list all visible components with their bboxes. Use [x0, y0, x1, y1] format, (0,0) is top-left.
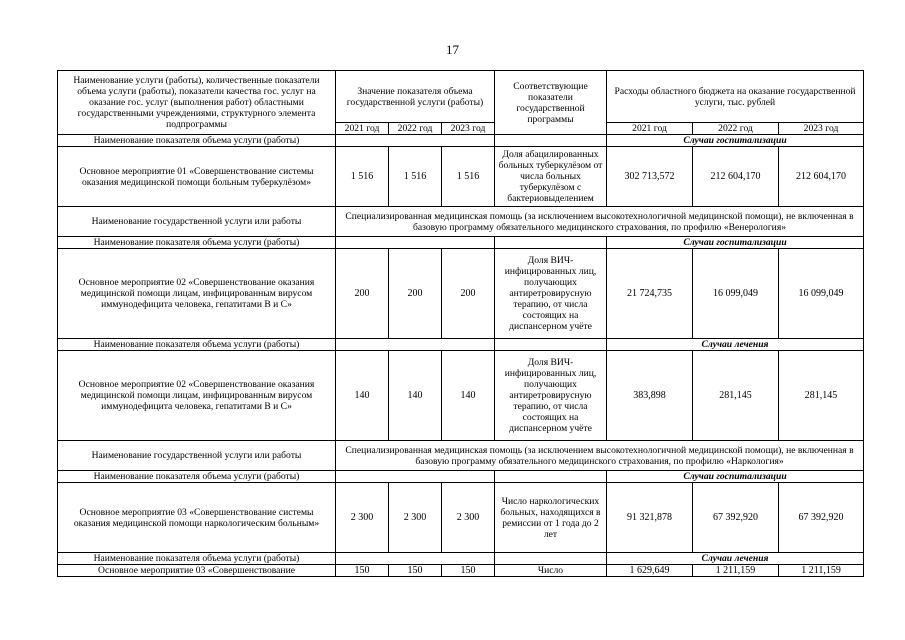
page-number: 17 [446, 42, 459, 57]
empty-cell [495, 135, 607, 147]
empty-cell [495, 553, 607, 565]
budget-value: 67 392,920 [693, 483, 779, 553]
volume-value: 1 516 [442, 147, 495, 207]
section-value: Случаи госпитализации [607, 471, 864, 483]
measure-name: Основное мероприятие 03 «Совершенствование [58, 565, 336, 577]
program-indicator: Доля абацилированных больных туберкулёзом от числа больных туберкулёзом с бактериовыделением [495, 147, 607, 207]
budget-value: 16 099,049 [693, 249, 779, 339]
program-indicator: Число [495, 565, 607, 577]
indicator-name-label: Наименование показателя объема услуги (работы) [58, 339, 336, 351]
budget-value: 281,145 [779, 351, 864, 441]
header-volume-value: Значение показателя объема государственной услуги (работы) [336, 71, 495, 123]
header-year: 2021 год [607, 123, 693, 135]
budget-value: 212 604,170 [779, 147, 864, 207]
table-row [58, 147, 864, 207]
budget-value: 1 211,159 [693, 565, 779, 577]
measure-name: Основное мероприятие 02 «Совершенствование оказания медицинской помощи лицам, инфицированным вирусом иммунодефицита человека, гепатитами В и С» [58, 351, 336, 441]
volume-value: 1 516 [336, 147, 389, 207]
budget-value: 383,898 [607, 351, 693, 441]
budget-value: 91 321,878 [607, 483, 693, 553]
empty-cell [336, 339, 495, 351]
budget-table [57, 70, 864, 577]
budget-value: 67 392,920 [779, 483, 864, 553]
volume-value: 200 [336, 249, 389, 339]
section-row [58, 471, 864, 483]
empty-cell [336, 135, 495, 147]
table-row [58, 565, 864, 577]
volume-value: 2 300 [336, 483, 389, 553]
header-year: 2023 год [779, 123, 864, 135]
header-year: 2023 год [442, 123, 495, 135]
section-value: Случаи госпитализации [607, 237, 864, 249]
service-description: Специализированная медицинская помощь (за исключением высокотехнологичной медицинской помощи), не включенная в базовую программу обязательного медицинского страхования, по профилю «Наркология» [336, 441, 864, 471]
section-value: Случаи госпитализации [607, 135, 864, 147]
indicator-name-label: Наименование показателя объема услуги (работы) [58, 135, 336, 147]
volume-value: 2 300 [442, 483, 495, 553]
service-name-label: Наименование государственной услуги или работы [58, 441, 336, 471]
service-row [58, 207, 864, 237]
volume-value: 150 [442, 565, 495, 577]
indicator-name-label: Наименование показателя объема услуги (работы) [58, 553, 336, 565]
program-indicator: Доля ВИЧ-инфицированных лиц, получающих антиретровирусную терапию, от числа состоящих на диспансерном учёте [495, 351, 607, 441]
volume-value: 150 [389, 565, 442, 577]
volume-value: 140 [389, 351, 442, 441]
budget-value: 1 211,159 [779, 565, 864, 577]
empty-cell [336, 553, 495, 565]
volume-value: 1 516 [389, 147, 442, 207]
header-service-name: Наименование услуги (работы), количественные показатели объема услуги (работы), показатели качества гос. услуг на оказание гос. услуг (выполнения работ) областными государственными учреждениями, структурного элемента подпрограммы [58, 71, 336, 135]
empty-cell [336, 471, 495, 483]
table-row [58, 483, 864, 553]
volume-value: 2 300 [389, 483, 442, 553]
service-name-label: Наименование государственной услуги или работы [58, 207, 336, 237]
volume-value: 140 [442, 351, 495, 441]
header-year: 2022 год [389, 123, 442, 135]
measure-name: Основное мероприятие 02 «Совершенствование оказания медицинской помощи лицам, инфицированным вирусом иммунодефицита человека, гепатитами В и С» [58, 249, 336, 339]
table-row [58, 249, 864, 339]
budget-value: 21 724,735 [607, 249, 693, 339]
section-row [58, 237, 864, 249]
empty-cell [495, 339, 607, 351]
empty-cell [495, 471, 607, 483]
header-year: 2022 год [693, 123, 779, 135]
section-row [58, 135, 864, 147]
section-value: Случаи лечения [607, 339, 864, 351]
budget-value: 281,145 [693, 351, 779, 441]
header-year: 2021 год [336, 123, 389, 135]
budget-value: 302 713,572 [607, 147, 693, 207]
budget-value: 212 604,170 [693, 147, 779, 207]
volume-value: 150 [336, 565, 389, 577]
indicator-name-label: Наименование показателя объема услуги (работы) [58, 471, 336, 483]
header-program-indicators: Соответствующие показатели государственной программы [495, 71, 607, 135]
section-value: Случаи лечения [607, 553, 864, 565]
service-row [58, 441, 864, 471]
indicator-name-label: Наименование показателя объема услуги (работы) [58, 237, 336, 249]
section-row [58, 553, 864, 565]
program-indicator: Доля ВИЧ-инфицированных лиц, получающих антиретровирусную терапию, от числа состоящих на диспансерном учёте [495, 249, 607, 339]
service-description: Специализированная медицинская помощь (за исключением высокотехнологичной медицинской помощи), не включенная в базовую программу обязательного медицинского страхования, по профилю «Венерология» [336, 207, 864, 237]
header-budget-expenses: Расходы областного бюджета на оказание государственной услуги, тыс. рублей [607, 71, 864, 123]
volume-value: 200 [389, 249, 442, 339]
measure-name: Основное мероприятие 03 «Совершенствование системы оказания медицинской помощи наркологическим больным» [58, 483, 336, 553]
budget-value: 16 099,049 [779, 249, 864, 339]
volume-value: 140 [336, 351, 389, 441]
empty-cell [336, 237, 495, 249]
empty-cell [495, 237, 607, 249]
volume-value: 200 [442, 249, 495, 339]
section-row [58, 339, 864, 351]
program-indicator: Число наркологических больных, находящихся в ремиссии от 1 года до 2 лет [495, 483, 607, 553]
table-row [58, 351, 864, 441]
measure-name: Основное мероприятие 01 «Совершенствование системы оказания медицинской помощи больным туберкулёзом» [58, 147, 336, 207]
budget-value: 1 629,649 [607, 565, 693, 577]
